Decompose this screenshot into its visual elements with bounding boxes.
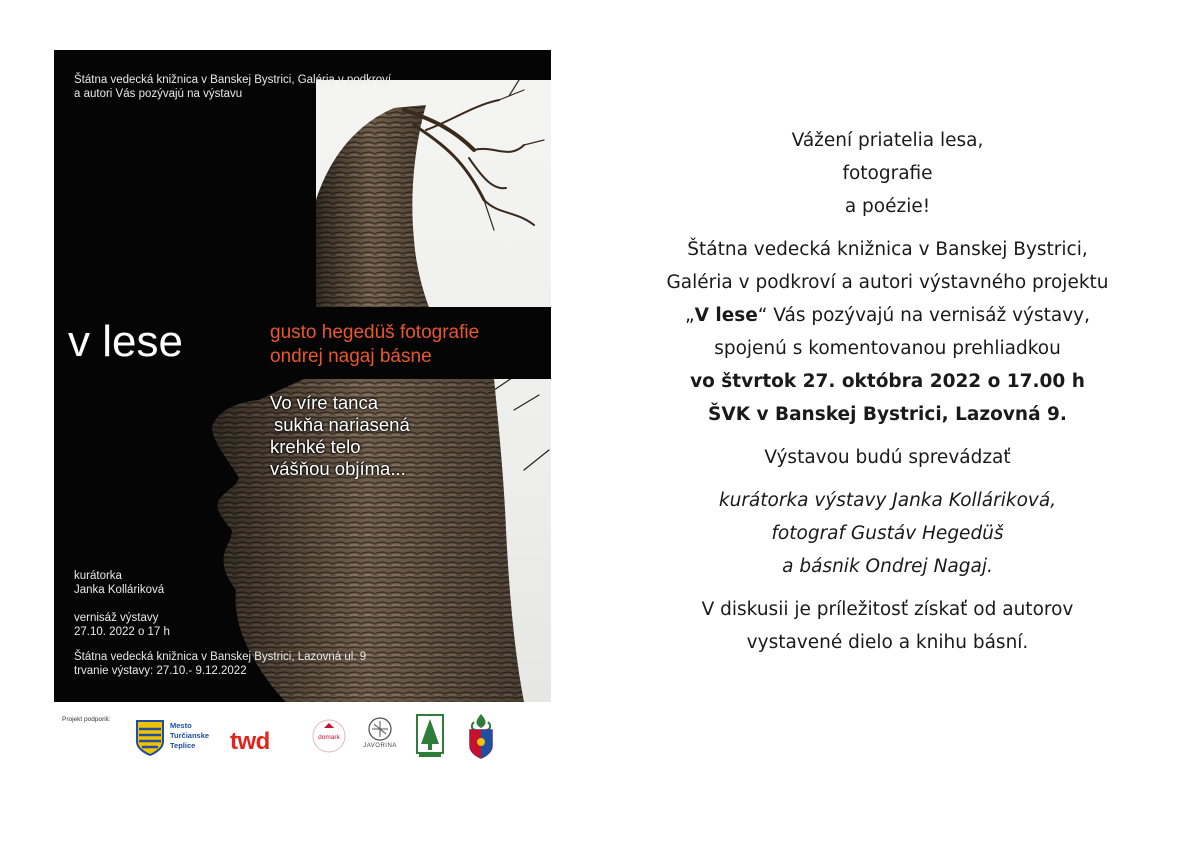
mesto-name-line: Teplice — [170, 741, 196, 750]
open-quote: „ — [685, 305, 695, 326]
tree-emblem-icon — [416, 714, 444, 760]
twd-logo: twd — [230, 728, 270, 755]
invite-paragraph-line: Galéria v podkroví a autori výstavného projektu — [666, 272, 1109, 293]
curator-name: Janka Kolláriková — [74, 584, 165, 596]
poster-author-poet: ondrej nagaj básne — [270, 346, 432, 367]
project-line-rest: “ Vás pozývajú na vernisáž výstavy, — [757, 305, 1090, 326]
guide-line: kurátorka výstavy Janka Kolláriková, — [718, 490, 1057, 511]
poster-title: v lese — [68, 317, 183, 366]
exhibition-poster — [54, 50, 551, 702]
mesto-name — [170, 721, 209, 751]
guides-intro: Výstavou budú sprevádzať — [764, 447, 1011, 468]
lesy-logo — [416, 714, 444, 760]
town-crest-icon — [136, 720, 164, 756]
poem-line: vášňou objíma... — [270, 458, 406, 479]
domark-name: domark — [318, 734, 340, 741]
regional-coat-of-arms-logo — [466, 712, 496, 760]
javorina-logo — [360, 716, 400, 758]
poster-curator — [74, 569, 164, 597]
event-date: vo štvrtok 27. októbra 2022 o 17.00 h — [690, 371, 1085, 392]
greeting-line: a poézie! — [844, 196, 931, 217]
javorina-emblem-icon — [360, 716, 400, 744]
sponsors-label: Projekt podporili: — [62, 716, 111, 723]
invite-project-line — [620, 299, 1155, 332]
mesto-turcianske-teplice-logo — [136, 720, 216, 764]
invite-paragraph-line: spojenú s komentovanou prehliadkou — [714, 338, 1061, 359]
sponsors-strip — [54, 702, 551, 788]
guide-line: a básnik Ondrej Nagaj. — [782, 556, 993, 577]
curator-label: kurátorka — [74, 570, 122, 582]
mesto-name-line: Mesto — [170, 721, 192, 730]
coat-of-arms-icon — [466, 712, 496, 760]
invite-paragraph-line: Štátna vedecká knižnica v Banskej Bystrici, — [687, 239, 1088, 260]
invitation-text — [620, 124, 1155, 659]
closing-line: vystavené dielo a knihu básní. — [746, 632, 1029, 653]
poster-intro — [74, 73, 434, 101]
poster-intro-line1: Štátna vedecká knižnica v Banskej Bystrici, Galéria v podkroví — [74, 74, 392, 86]
project-name: V lese — [694, 305, 758, 326]
event-place: ŠVK v Banskej Bystrici, Lazovná 9. — [708, 404, 1067, 425]
greeting-line: Vážení priatelia lesa, — [791, 130, 984, 151]
poster-poem — [270, 392, 410, 480]
poster-author-photographer: gusto hegedüš fotografie — [270, 322, 480, 343]
poster-intro-line2: a autori Vás pozývajú na výstavu — [74, 88, 243, 100]
guide-line: fotograf Gustáv Hegedüš — [771, 523, 1004, 544]
poster-vernisage — [74, 611, 170, 639]
vernisage-label: vernisáž výstavy — [74, 612, 159, 624]
domark-logo — [312, 714, 346, 758]
closing-line: V diskusii je príležitosť získať od autorov — [701, 599, 1074, 620]
poem-line: krehké telo — [270, 436, 361, 457]
poster-duration: trvanie výstavy: 27.10.- 9.12.2022 — [74, 665, 247, 677]
poem-line: Vo víre tanca — [270, 392, 378, 413]
greeting-line: fotografie — [842, 163, 933, 184]
mesto-name-line: Turčianske — [170, 731, 210, 740]
poster-venue: Štátna vedecká knižnica v Banskej Bystrici, Lazovná ul. 9 — [74, 651, 367, 663]
poster-footer — [74, 650, 414, 678]
vernisage-date: 27.10. 2022 o 17 h — [74, 626, 170, 638]
javorina-name: JAVORINA — [363, 743, 397, 749]
poem-line: sukňa nariasená — [274, 414, 410, 435]
